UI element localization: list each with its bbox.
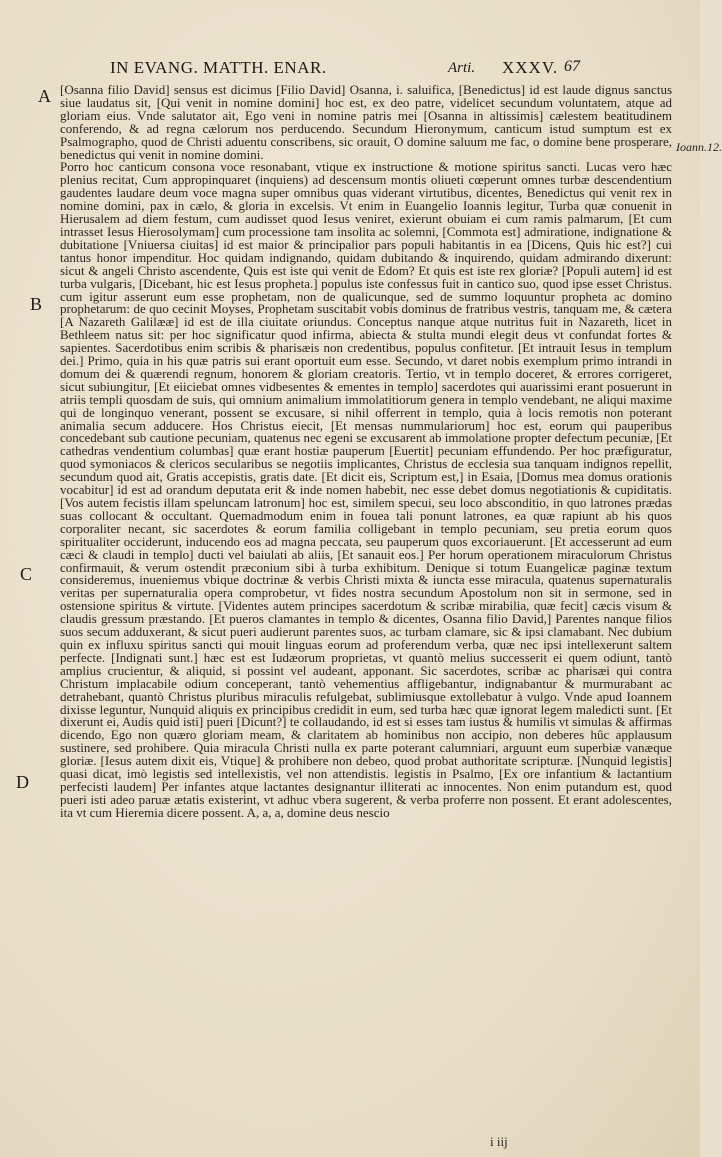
section-marker-a: A bbox=[38, 86, 51, 106]
folio-number: 67 bbox=[564, 58, 580, 75]
section-marker-d: D bbox=[16, 772, 29, 792]
running-title: IN EVANG. MATTH. ENAR. bbox=[110, 58, 327, 77]
margin-note: Ioann.12. bbox=[676, 140, 722, 154]
body-paragraph: [Osanna filio David] sensus est dicimus [Filio David] Osanna, i. saluifica, [Benedictus] id est laude dignus sanctus siue laudatus sit, [Qui venit in nomine domini] hoc est, ex deo patre, videlicet secundum voluntatem, atque ad gloriam eius. Vnde salutator ait, Ego veni in nomine patris mei [Osanna in altissimis] cælestem beatitudinem conferendo, & ad regna cælorum nos perducendo. Secundum Hieronymum, canticum istud sumptum est ex Psalmographo, quod de Christi aduentu conscribens, sic orauit, O domine saluum me fac, o domine bene prosperare, benedictus qui venit in nomine domini. bbox=[60, 82, 672, 162]
section-marker-b: B bbox=[30, 294, 43, 314]
page-header bbox=[110, 58, 670, 84]
article-number: XXXV. bbox=[502, 58, 559, 77]
body-paragraph: Porro hoc canticum consona voce resonabant, vtique ex instructione & motione spiritus sancti. Lucas vero hæc plenius recitat, Cum appropinquaret (inquiens) ad descensum montis oliueti cœperunt omnes turbæ descendentium gaudentes laudare deum voce magna super omnibus quas viderant virtutibus, dicentes, Benedictus qui venit rex in nomine domini, pax in cælo, & gloria in excelsis. Vt enim in Euangelio Ioannis legitur, Turba quæ conuenit in Hierusalem ad diem festum, cum audisset quod Iesus veniret, exierunt obuiam ei cum ramis palmarum, [Et cum intrasset Iesus Hierosolymam] cum processione tam insolita ac solemni, [Commota est] admiratione, indignatione & dubitatione [Vniuersa ciuitas] id est maior & principalior pars populi habitantis in ea [Dicens, Quis hic est?] cui tantus honor impenditur. Hoc quidam indignando, quidam dubitando & inquirendo, quidam admirando dixerunt: sicut & angeli Christo ascendente, Quis est iste qui venit de Edom? Et quis est iste rex gloriæ? [Populi autem] id est turba vulgaris, [Dicebant, hic est Iesus propheta.] populus iste confessus fuit in cantico suo, quod ipse esset Christus. cum igitur asserunt eum esse prophetam, non de qualicunque, sed de summo loquuntur propheta ac domino prophetarum: de quo cecinit Moyses, Prophetam suscitabit vobis dominus de fratribus vestris, tanquam me, & cætera [A Nazareth Galilææ] id est de illa ciuitate oriundus. Conceptus nanque atque nutritus fuit in Nazareth, licet in Bethleem natus sit: per hoc significatur quod infirma, abiecta & stulta mundi elegit deus vt confundat fortes & sapientes. Sacerdotibus enim scribis & pharisæis non credentibus, populus confitetur. [Et intrauit Iesus in templum dei.] Primo, quia in his quæ patris sui erant oportuit eum esse. Secundo, vt daret nobis exemplum primo intrandi in domum dei & quærendi regnum, honorem & gloriam creatoris. Tertio, vt in templo doceret, & errores corrigeret, sicut subiungitur, [Et eiiciebat omnes vidbesentes & ementes in templo] sacerdotes qui auarissimi erant posuerunt in atriis templi quosdam de suis, qui omnium animalium immolatitiorum genera in templo vendebant, ne aliqui maxime qui de longinquo venerant, possent se excusare, si nihil offerrent in templo, quia à locis remotis non poterant animalia secum adducere. Hos Christus eiecit, [Et mensas nummulariorum] hoc est, eorum qui pauperibus concedebant sub cautione pecuniam, quatenus nec egeni se excusarent ab immolatione propter defectum pecuniæ, [Et cathedras vendentium columbas] quæ erant hostiæ pauperum [Euertit] pecuniam effundendo. Per hoc præfiguratur, quod symoniacos & clericos secularibus se negotiis implicantes, Christus de ecclesia sua tanquam indignos repellit, secundum quod ait, Gratis accepistis, gratis date. [Et dicit eis, Scriptum est,] in Esaia, [Domus mea domus orationis vocabitur] id est ad orandum deputata erit & inde nomen habebit, nec esse debet domus negotiationis & cupiditatis. [Vos autem fecistis illam speluncam latronum] hoc est, similem specui, seu loco absconditio, in quo latrones prædas suas collocant & occultant. Quemadmodum enim in fouea tali ponunt latrones, ea quæ rapiunt ab his quos corporaliter necant, sic sacerdotes & eorum familia colligebant in templo pecuniam, seu pretia eorum quos spiritualiter occiderunt, inducendo eos ad magna peccata, seu pauperum quos excoriauerunt. [Et accesserunt ad eum cæci & claudi in templo] ducti vel baiulati ab aliis, [Et sanauit eos.] Per horum operationem miraculorum Christus confirmauit, & verum ostendit præconium sibi à turba exhibitum. Denique si totum Euangelicæ paginæ textum consideremus, inueniemus vbique doctrinæ & verbis Christi mixta & iuncta esse miracula, quatenus supernaturalis veritas per supernaturalia opera comprobetur, vt fides nostra secundum Apostolum non sit in sermone, sed in ostensione spiritus & virtute. [Videntes autem principes sacerdotum & scribæ mirabilia, quæ fecit] cæcis visum & claudis gressum præstando. [Et pueros clamantes in templo & dicentes, Osanna filio David,] Parentes nanque filios suos secum adduxerant, & sicut pueri audierunt parentes suos, ac turbam clamare, sic & ipsi clamabant. Nec dubium quin ex influxu spiritus sancti qui mouit linguas eorum ad proferendum verba, quæ nec ipsi intellexerunt saltem perfecte. [Indignati sunt.] hæc est est Iudæorum proprietas, vt quantò melius successerit ei quem odiunt, tantò amplius crucientur, & aliquid, si possint vel audeant, apponant. Sic sacerdotes, scribæ ac pharisæi qui contra Christum implacabile odium conceperant, tantò vehementius affligebantur, indignabantur & murmurabant ac detrahebant, quantò Christus pluribus miraculis refulgebat, sublimiusque extollebatur à vulgo. Vnde apud Ioannem dixisse leguntur, Nunquid aliquis ex principibus credidit in eum, sed turba hæc quæ ignorat legem maledicti sunt. [Et dixerunt ei, Audis quid isti] pueri [Dicunt?] te collaudando, id est si esses tam iustus & humilis vt simulas & affirmas dicendo, Ego non quæro gloriam meam, & claritatem ab hominibus non accipio, non deberes hûc applausum sustinere, sed prohibere. Quia miracula Christi nulla ex parte poterant calumniari, arguunt eum superbiæ vanæque gloriæ. [Iesus autem dixit eis, Vtique] & prohibere non debeo, quod probat authoritate scripturæ. [Nunquid legistis] quasi dicat, imò legistis sed intellexistis, vel non attendistis. legistis in Psalmo, [Ex ore infantium & lactantium perfecisti laudem] Per infantes atque lactantes designantur illiterati ac innocentes. Non enim putandum est, quod pueri isti adeo paruæ ætatis existerint, vt adhuc vbera sugerent, & verba proferre non possent. Et erant adolescentes, ita vt cum Hieremia dicere possent. A, a, a, domine deus nescio bbox=[60, 159, 672, 820]
body-text bbox=[60, 84, 672, 820]
article-label: Arti. bbox=[448, 60, 476, 76]
section-marker-c: C bbox=[20, 564, 33, 584]
signature-mark: i iij bbox=[490, 1134, 508, 1149]
